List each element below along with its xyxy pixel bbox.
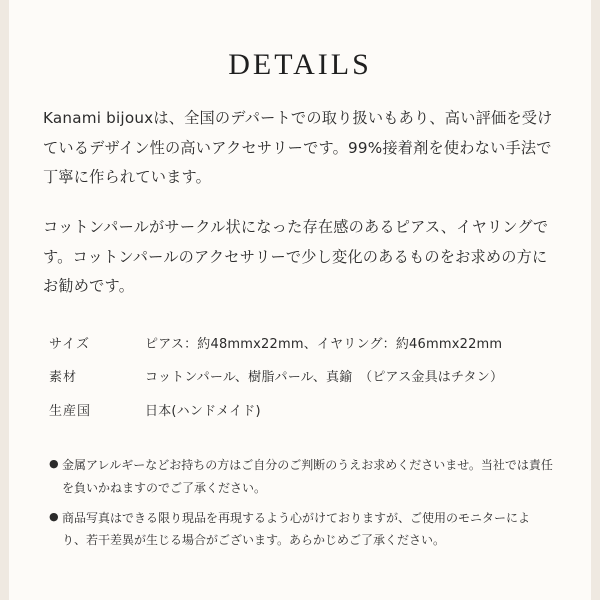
bullet-icon: ● <box>49 509 59 523</box>
table-row <box>49 395 551 429</box>
details-content <box>9 48 591 600</box>
spec-label-material: 素材 <box>49 370 78 386</box>
intro-paragraph: Kanami bijouxは、全国のデパートでの取り扱いもあり、高い評価を受けているデザイン性の高いアクセサリーです。99%接着剤を使わない手法で丁寧に作られています。 <box>43 109 553 187</box>
bullet-icon: ● <box>49 457 59 471</box>
list-item <box>49 454 553 498</box>
table-row <box>49 361 551 395</box>
spec-label-size: サイズ <box>49 336 90 352</box>
spec-value-origin: 日本(ハンドメイド) <box>145 403 261 419</box>
notes-list <box>49 454 553 551</box>
spec-label-origin: 生産国 <box>49 403 92 419</box>
note-text-allergy: 金属アレルギーなどお持ちの方はご自分のご判断のうえお求めくださいませ。当社では責任を負いかねますのでご了承ください。 <box>62 458 553 495</box>
note-text-photo: 商品写真はできる限り現品を再現するよう心がけておりますが、ご使用のモニターにより、若干差異が生じる場合がございます。あらかじめご了承ください。 <box>62 510 531 547</box>
spec-value-material: コットンパール、樹脂パール、真鍮 （ピアス金具はチタン） <box>145 370 504 386</box>
page-title: DETAILS <box>228 48 372 81</box>
description-paragraph: コットンパールがサークル状になった存在感のあるピアス、イヤリングです。コットンパールのアクセサリーで少し変化のあるものをお求めの方にお勧めです。 <box>43 217 549 296</box>
table-row <box>49 328 551 362</box>
spec-value-size: ピアス：約48mmx22mm、イヤリング：約46mmx22mm <box>145 336 503 352</box>
specifications-table <box>49 328 551 429</box>
list-item <box>49 507 553 551</box>
